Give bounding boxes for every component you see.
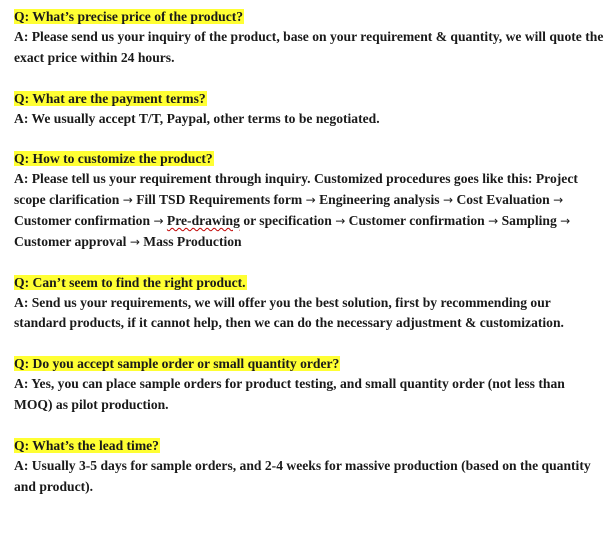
faq-item-customize	[14, 149, 604, 252]
faq-question: Q: What’s the lead time?	[14, 437, 159, 453]
faq-item-right-product	[14, 273, 604, 335]
faq-question: Q: What are the payment terms?	[14, 90, 206, 106]
procedure-step: Cost Evaluation	[456, 192, 550, 208]
faq-answer	[14, 169, 604, 252]
arrow-icon: →	[488, 213, 499, 228]
arrow-icon: →	[553, 193, 564, 208]
faq-answer: A: Yes, you can place sample orders for product testing, and small quantity order (not less than MOQ) as pilot production.	[14, 376, 565, 412]
procedure-step: Customer confirmation	[14, 212, 151, 228]
answer-intro: A: Please tell us your requirement through inquiry. Customized procedures goes like this:	[14, 171, 533, 187]
arrow-icon: →	[122, 193, 133, 208]
arrow-icon: →	[335, 213, 346, 228]
arrow-icon: →	[560, 213, 571, 228]
faq-answer: A: Usually 3-5 days for sample orders, and 2-4 weeks for massive production (based on the quantity and product).	[14, 457, 591, 494]
faq-answer: A: We usually accept T/T, Paypal, other terms to be negotiated.	[14, 110, 380, 126]
faq-question: Q: Can’t seem to find the right product.	[14, 274, 246, 290]
faq-answer: A: Please send us your inquiry of the product, base on your requirement & quantity, we will quote the exact price within 24 hours.	[14, 29, 604, 65]
faq-answer: A: Send us your requirements, we will offer you the best solution, first by recommending our standard products, if it cannot help, then we can do the necessary adjustment & customization.	[14, 294, 564, 331]
faq-item-price	[14, 7, 604, 69]
faq-item-payment	[14, 89, 604, 130]
procedure-or-text: or specification	[239, 212, 336, 228]
procedure-step: Customer approval	[14, 233, 127, 249]
procedure-step: Sampling	[501, 212, 557, 228]
faq-list	[14, 7, 604, 517]
faq-item-lead-time	[14, 436, 604, 498]
procedure-step: Mass Production	[143, 233, 242, 249]
procedure-step: Customer confirmation	[348, 212, 485, 228]
arrow-icon: →	[442, 193, 454, 208]
faq-question: Q: What’s precise price of the product?	[14, 9, 244, 24]
arrow-icon: →	[129, 234, 140, 249]
procedure-step: Engineering analysis	[319, 192, 440, 208]
arrow-icon: →	[153, 213, 164, 228]
arrow-icon: →	[305, 193, 316, 208]
faq-question: Q: Do you accept sample order or small quantity order?	[14, 356, 340, 372]
procedure-step: Project scope clarification	[14, 171, 578, 208]
faq-question: Q: How to customize the product?	[14, 151, 213, 167]
procedure-step: Fill TSD Requirements form	[136, 192, 303, 208]
faq-item-sample-order	[14, 354, 604, 416]
procedure-step: Pre-drawing	[166, 212, 240, 228]
